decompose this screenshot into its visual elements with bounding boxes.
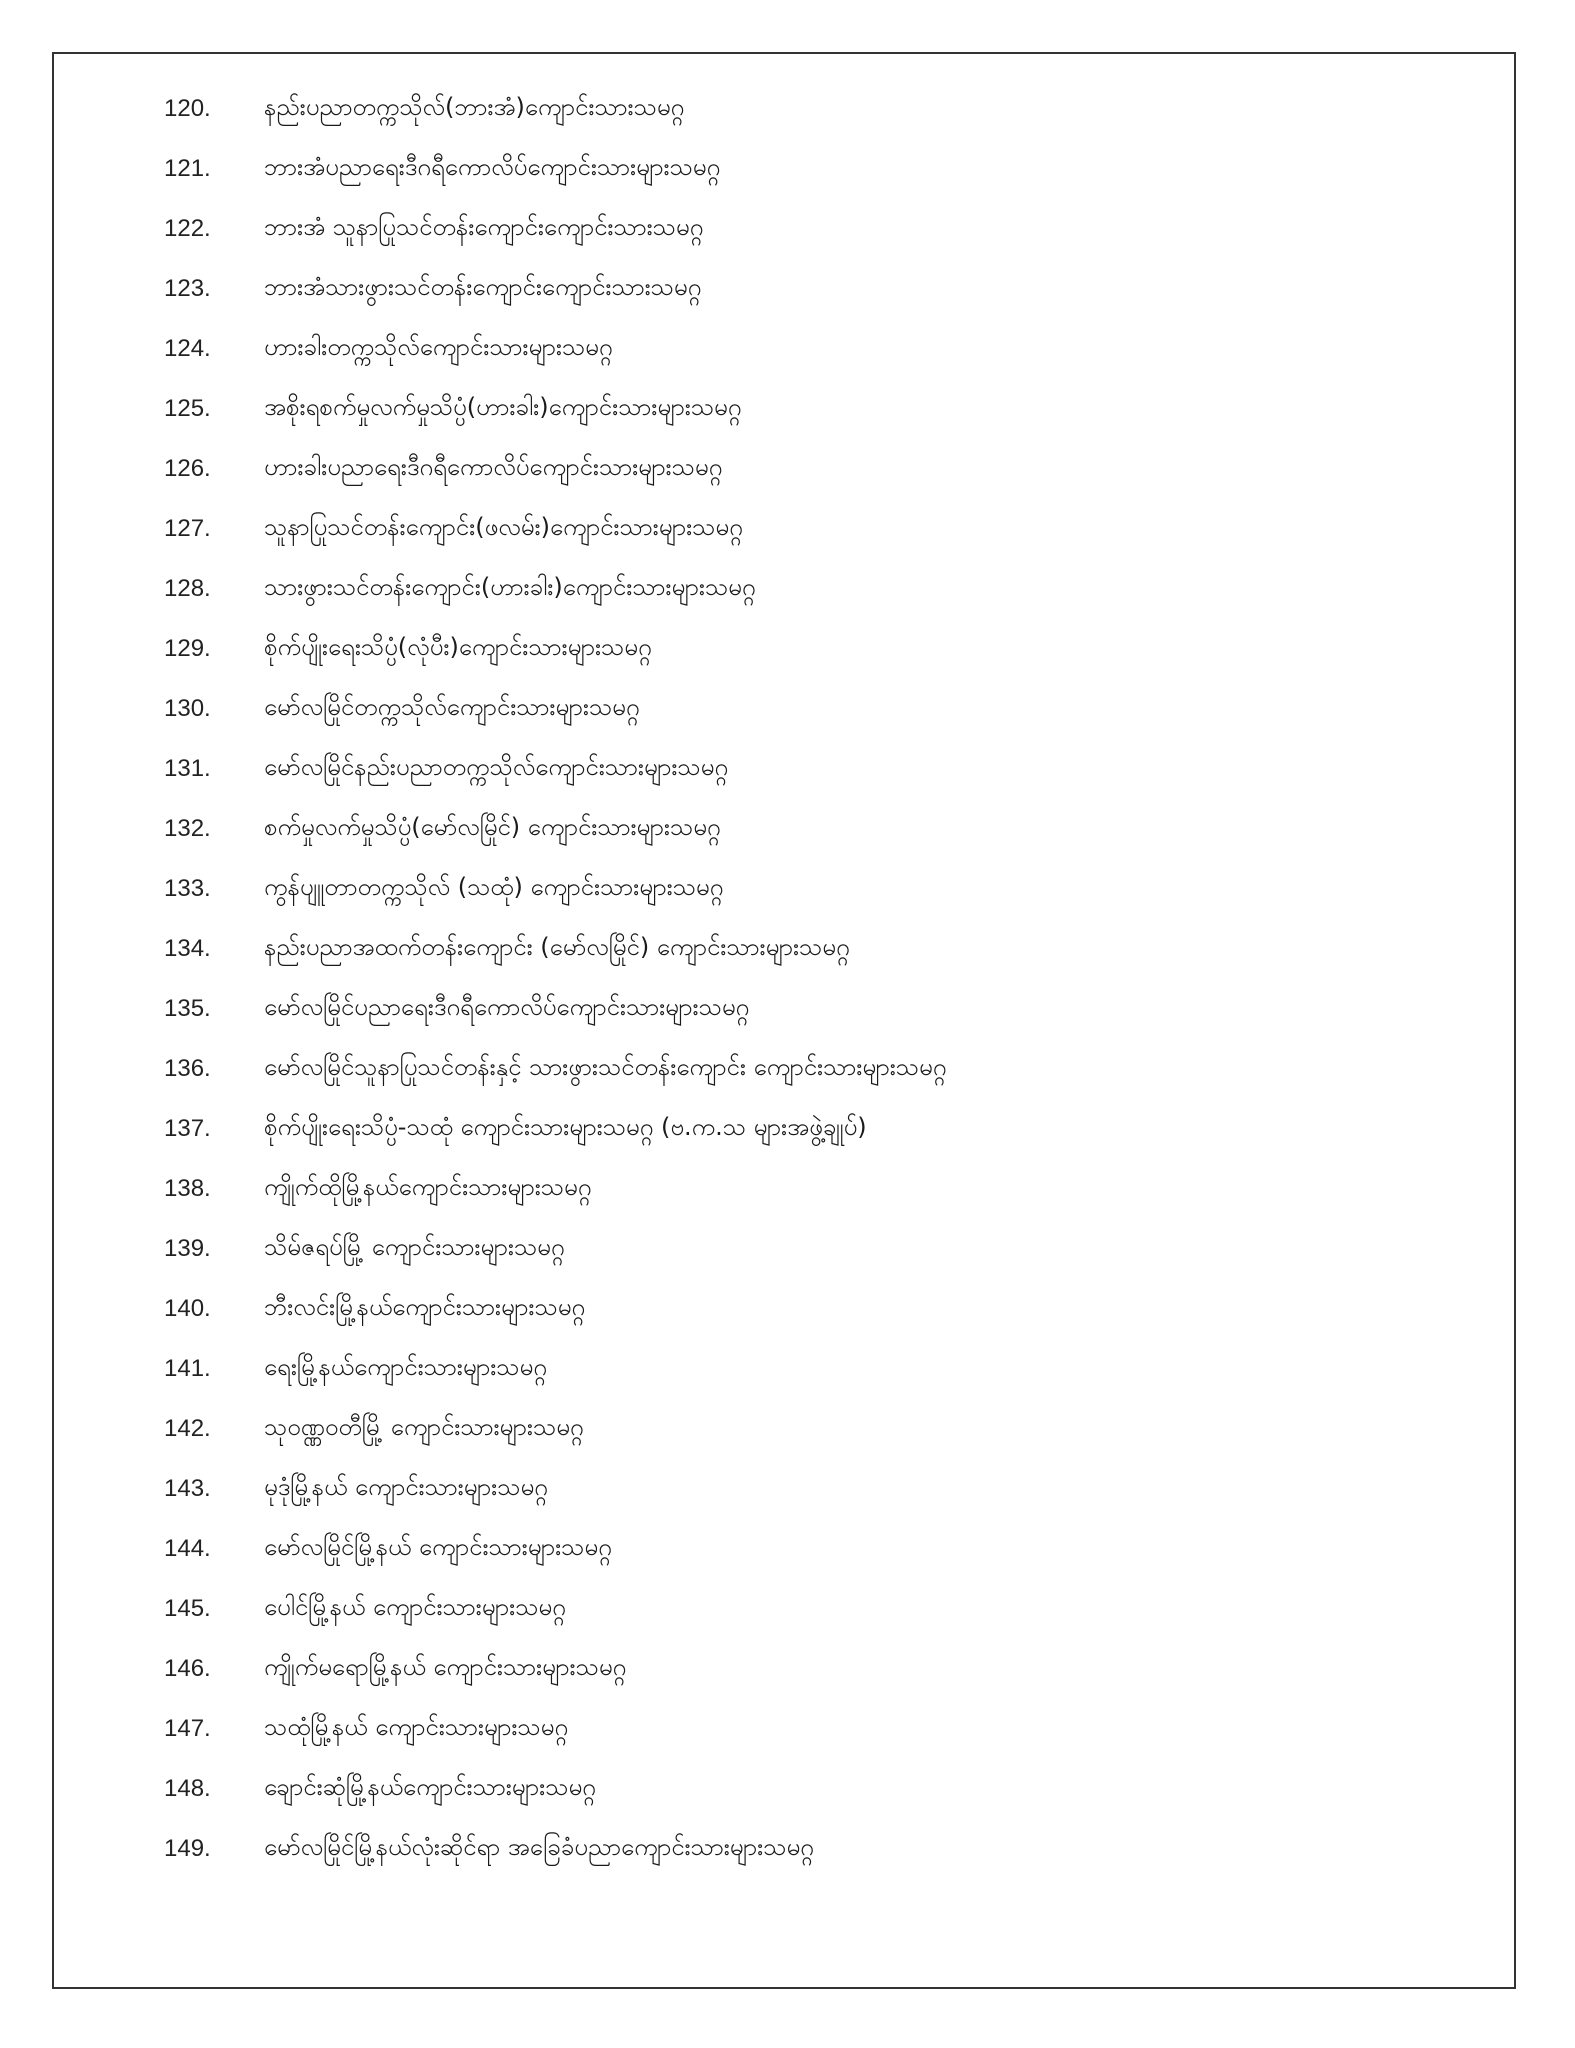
entry-number: 121.: [164, 155, 211, 182]
entry-text: သိမ်ဇရပ်မြို့ ကျောင်းသားများသမဂ္ဂ: [264, 1233, 565, 1261]
entry-number: 120.: [164, 95, 211, 122]
list-item: [54, 449, 1514, 489]
list-item: [54, 1289, 1514, 1329]
list-item: [54, 89, 1514, 129]
list-item: [54, 1109, 1514, 1149]
entry-number: 126.: [164, 455, 211, 482]
list-item: [54, 1349, 1514, 1389]
list-item: [54, 809, 1514, 849]
entry-text: မော်လမြိုင်မြို့နယ် ကျောင်းသားများသမဂ္ဂ: [264, 1533, 612, 1561]
entry-number: 130.: [164, 695, 211, 722]
list-item: [54, 1169, 1514, 1209]
list-item: [54, 1409, 1514, 1449]
entry-number: 122.: [164, 215, 211, 242]
entry-number: 142.: [164, 1415, 211, 1442]
entry-text: နည်းပညာတက္ကသိုလ်(ဘားအံ)ကျောင်းသားသမဂ္ဂ: [264, 93, 685, 121]
list-item: [54, 209, 1514, 249]
entry-text: အစိုးရစက်မှုလက်မှုသိပ္ပံ(ဟားခါး)ကျောင်းသားများသမဂ္ဂ: [264, 393, 742, 421]
entry-text: ရေးမြို့နယ်ကျောင်းသားများသမဂ္ဂ: [264, 1353, 547, 1381]
entry-number: 129.: [164, 635, 211, 662]
entry-text: မော်လမြိုင်သူနာပြုသင်တန်းနှင့် သားဖွားသင်တန်းကျောင်း ကျောင်းသားများသမဂ္ဂ: [264, 1053, 947, 1081]
list-item: [54, 1469, 1514, 1509]
entry-number: 136.: [164, 1055, 211, 1082]
list-item: [54, 1589, 1514, 1629]
page-frame: [52, 52, 1516, 1989]
entry-number: 132.: [164, 815, 211, 842]
entry-number: 137.: [164, 1115, 211, 1142]
list-item: [54, 269, 1514, 309]
list-item: [54, 1769, 1514, 1809]
entry-text: မုဒုံမြို့နယ် ကျောင်းသားများသမဂ္ဂ: [264, 1473, 548, 1501]
entry-text: ချောင်းဆုံမြို့နယ်ကျောင်းသားများသမဂ္ဂ: [264, 1773, 596, 1801]
entry-text: မော်လမြိုင်တက္ကသိုလ်ကျောင်းသားများသမဂ္ဂ: [264, 693, 640, 721]
entry-number: 141.: [164, 1355, 211, 1382]
entry-text: ကျိုက်ထိုမြို့နယ်ကျောင်းသားများသမဂ္ဂ: [264, 1173, 592, 1201]
entry-text: စိုက်ပျိုးရေးသိပ္ပံ(လုံပီး)ကျောင်းသားများသမဂ္ဂ: [264, 633, 652, 661]
entry-number: 143.: [164, 1475, 211, 1502]
list-item: [54, 1229, 1514, 1269]
list-item: [54, 1829, 1514, 1869]
entry-text: သုဝဏ္ဏဝတီမြို့ ကျောင်းသားများသမဂ္ဂ: [264, 1413, 584, 1441]
list-item: [54, 929, 1514, 969]
entry-text: ဘားအံ သူနာပြုသင်တန်းကျောင်းကျောင်းသားသမဂ္ဂ: [264, 213, 704, 241]
entry-text: ဟားခါးတက္ကသိုလ်ကျောင်းသားများသမဂ္ဂ: [264, 333, 613, 361]
entry-text: သားဖွားသင်တန်းကျောင်း(ဟားခါး)ကျောင်းသားများသမဂ္ဂ: [264, 573, 756, 601]
list-item: [54, 1649, 1514, 1689]
list-item: [54, 569, 1514, 609]
entry-text: ဟားခါးပညာရေးဒီဂရီကောလိပ်ကျောင်းသားများသမဂ္ဂ: [264, 453, 723, 481]
entry-text: ဘီးလင်းမြို့နယ်ကျောင်းသားများသမဂ္ဂ: [264, 1293, 586, 1321]
list-item: [54, 149, 1514, 189]
entry-text: စက်မှုလက်မှုသိပ္ပံ(မော်လမြိုင်) ကျောင်းသားများသမဂ္ဂ: [264, 813, 721, 841]
list-item: [54, 1709, 1514, 1749]
list-item: [54, 629, 1514, 669]
entry-number: 128.: [164, 575, 211, 602]
entry-number: 148.: [164, 1775, 211, 1802]
entry-text: ကွန်ပျူတာတက္ကသိုလ် (သထုံ) ကျောင်းသားများသမဂ္ဂ: [264, 873, 724, 901]
entry-number: 147.: [164, 1715, 211, 1742]
list-item: [54, 509, 1514, 549]
entry-number: 138.: [164, 1175, 211, 1202]
list-item: [54, 389, 1514, 429]
list-item: [54, 329, 1514, 369]
entry-number: 146.: [164, 1655, 211, 1682]
entry-number: 134.: [164, 935, 211, 962]
list-item: [54, 689, 1514, 729]
list-item: [54, 869, 1514, 909]
entry-text: မော်လမြိုင်နည်းပညာတက္ကသိုလ်ကျောင်းသားများသမဂ္ဂ: [264, 753, 729, 781]
entry-number: 125.: [164, 395, 211, 422]
entry-text: သထုံမြို့နယ် ကျောင်းသားများသမဂ္ဂ: [264, 1713, 569, 1741]
entry-text: စိုက်ပျိုးရေးသိပ္ပံ-သထုံ ကျောင်းသားများသမဂ္ဂ (ဗ.က.သ များအဖွဲ့ချုပ်): [264, 1113, 867, 1141]
entry-number: 133.: [164, 875, 211, 902]
list-item: [54, 989, 1514, 1029]
list-item: [54, 1049, 1514, 1089]
entry-text: ကျိုက်မရောမြို့နယ် ကျောင်းသားများသမဂ္ဂ: [264, 1653, 627, 1681]
entry-text: ဘားအံသားဖွားသင်တန်းကျောင်းကျောင်းသားသမဂ္ဂ: [264, 273, 702, 301]
entry-number: 140.: [164, 1295, 211, 1322]
entry-number: 139.: [164, 1235, 211, 1262]
entry-text: ဘားအံပညာရေးဒီဂရီကောလိပ်ကျောင်းသားများသမဂ္ဂ: [264, 153, 721, 181]
entry-number: 145.: [164, 1595, 211, 1622]
entry-text: ပေါင်မြို့နယ် ကျောင်းသားများသမဂ္ဂ: [264, 1593, 566, 1621]
list-item: [54, 749, 1514, 789]
entry-number: 135.: [164, 995, 211, 1022]
entry-number: 123.: [164, 275, 211, 302]
entry-text: သူနာပြုသင်တန်းကျောင်း(ဖလမ်း)ကျောင်းသားများသမဂ္ဂ: [264, 513, 743, 541]
entry-text: နည်းပညာအထက်တန်းကျောင်း (မော်လမြိုင်) ကျောင်းသားများသမဂ္ဂ: [264, 933, 850, 961]
entry-text: မော်လမြိုင်ပညာရေးဒီဂရီကောလိပ်ကျောင်းသားများသမဂ္ဂ: [264, 993, 750, 1021]
entry-number: 124.: [164, 335, 211, 362]
entry-text: မော်လမြိုင်မြို့နယ်လုံးဆိုင်ရာ အခြေခံပညာကျောင်းသားများသမဂ္ဂ: [264, 1833, 814, 1861]
entry-number: 131.: [164, 755, 211, 782]
entry-number: 127.: [164, 515, 211, 542]
entry-number: 144.: [164, 1535, 211, 1562]
entry-number: 149.: [164, 1835, 211, 1862]
list-item: [54, 1529, 1514, 1569]
